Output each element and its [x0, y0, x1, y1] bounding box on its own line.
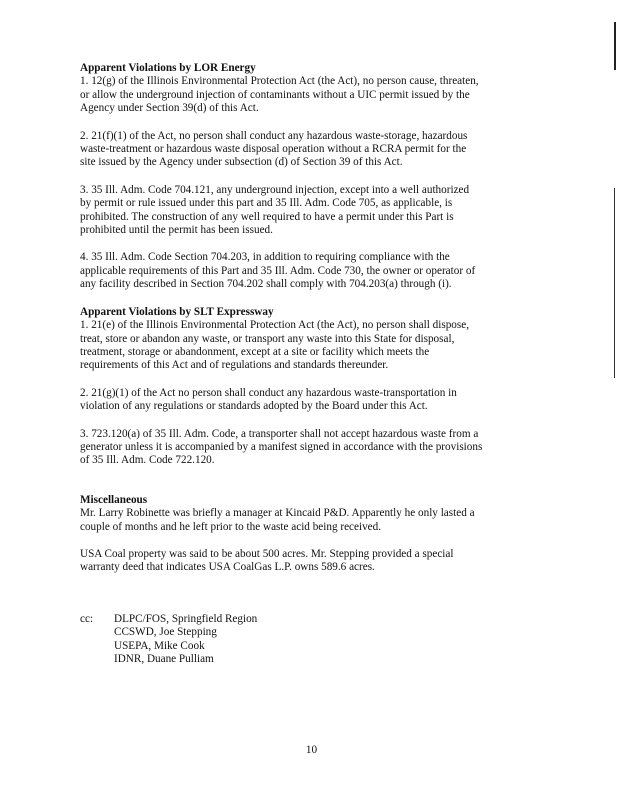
cc-recipient: IDNR, Duane Pulliam [114, 653, 214, 665]
scan-edge-mark [614, 22, 616, 70]
document-body [80, 62, 522, 666]
cc-list [80, 613, 522, 667]
cc-recipient: USEPA, Mike Cook [114, 639, 205, 652]
section-heading-misc: Miscellaneous [80, 493, 148, 506]
section-heading-lor: Apparent Violations by LOR Energy [80, 62, 256, 74]
cc-recipient: CCSWD, Joe Stepping [114, 626, 217, 639]
slt-violation-3: 3. 723.120(a) of 35 Ill. Adm. Code, a transporter shall not accept hazardous waste from a generator unless it is accompanied by a manifest signed in accordance with the provisions of 35 Ill. Adm. Code 722.120. [80, 427, 483, 467]
cc-recipient: DLPC/FOS, Springfield Region [114, 612, 258, 625]
lor-violation-3: 3. 35 Ill. Adm. Code 704.121, any underground injection, except into a well authorized by permit or rule issued under this part and 35 Ill. Adm. Code 705, as applicable, is prohibited. The construction of any well required to have a permit under this Part is prohibited until the permit has been issued. [80, 183, 470, 237]
lor-violation-2: 2. 21(f)(1) of the Act, no person shall conduct any hazardous waste-storage, hazardous waste-treatment or hazardous waste disposal operation without a RCRA permit for the site issued by the Agency under subsection (d) of Section 39 of this Act. [80, 129, 468, 169]
misc-note-1: Mr. Larry Robinette was briefly a manager at Kincaid P&D. Apparently he only lasted a couple of months and he left prior to the waste acid being received. [80, 507, 475, 533]
page-number: 10 [305, 744, 318, 756]
scan-edge-mark [614, 188, 615, 378]
section-heading-slt: Apparent Violations by SLT Expressway [80, 305, 274, 318]
slt-violation-1: 1. 21(e) of the Illinois Environmental Protection Act (the Act), no person shall dispose, treat, store or abandon any waste, or transport any waste into this State for disposal, treatment, storage or abandonment, except at a site or facility which meets the requirements of this Act and of regulations and standards thereunder. [80, 319, 469, 372]
slt-violation-2: 2. 21(g)(1) of the Act no person shall conduct any hazardous waste-transportation in violation of any regulations or standards adopted by the Board under this Act. [80, 386, 457, 413]
misc-note-2: USA Coal property was said to be about 500 acres. Mr. Stepping provided a special warranty deed that indicates USA CoalGas L.P. owns 589.6 acres. [80, 547, 454, 574]
lor-violation-1: 1. 12(g) of the Illinois Environmental Protection Act (the Act), no person cause, threaten, or allow the underground injection of contaminants without a UIC permit issued by the Agency under Section 39(d) of this Act. [80, 75, 479, 115]
lor-violation-4: 4. 35 Ill. Adm. Code Section 704.203, in addition to requiring compliance with the applicable requirements of this Part and 35 Ill. Adm. Code 730, the owner or operator of any facility described in Section 704.202 shall comply with 704.203(a) through (i). [80, 251, 476, 291]
cc-label: cc: [80, 612, 94, 625]
